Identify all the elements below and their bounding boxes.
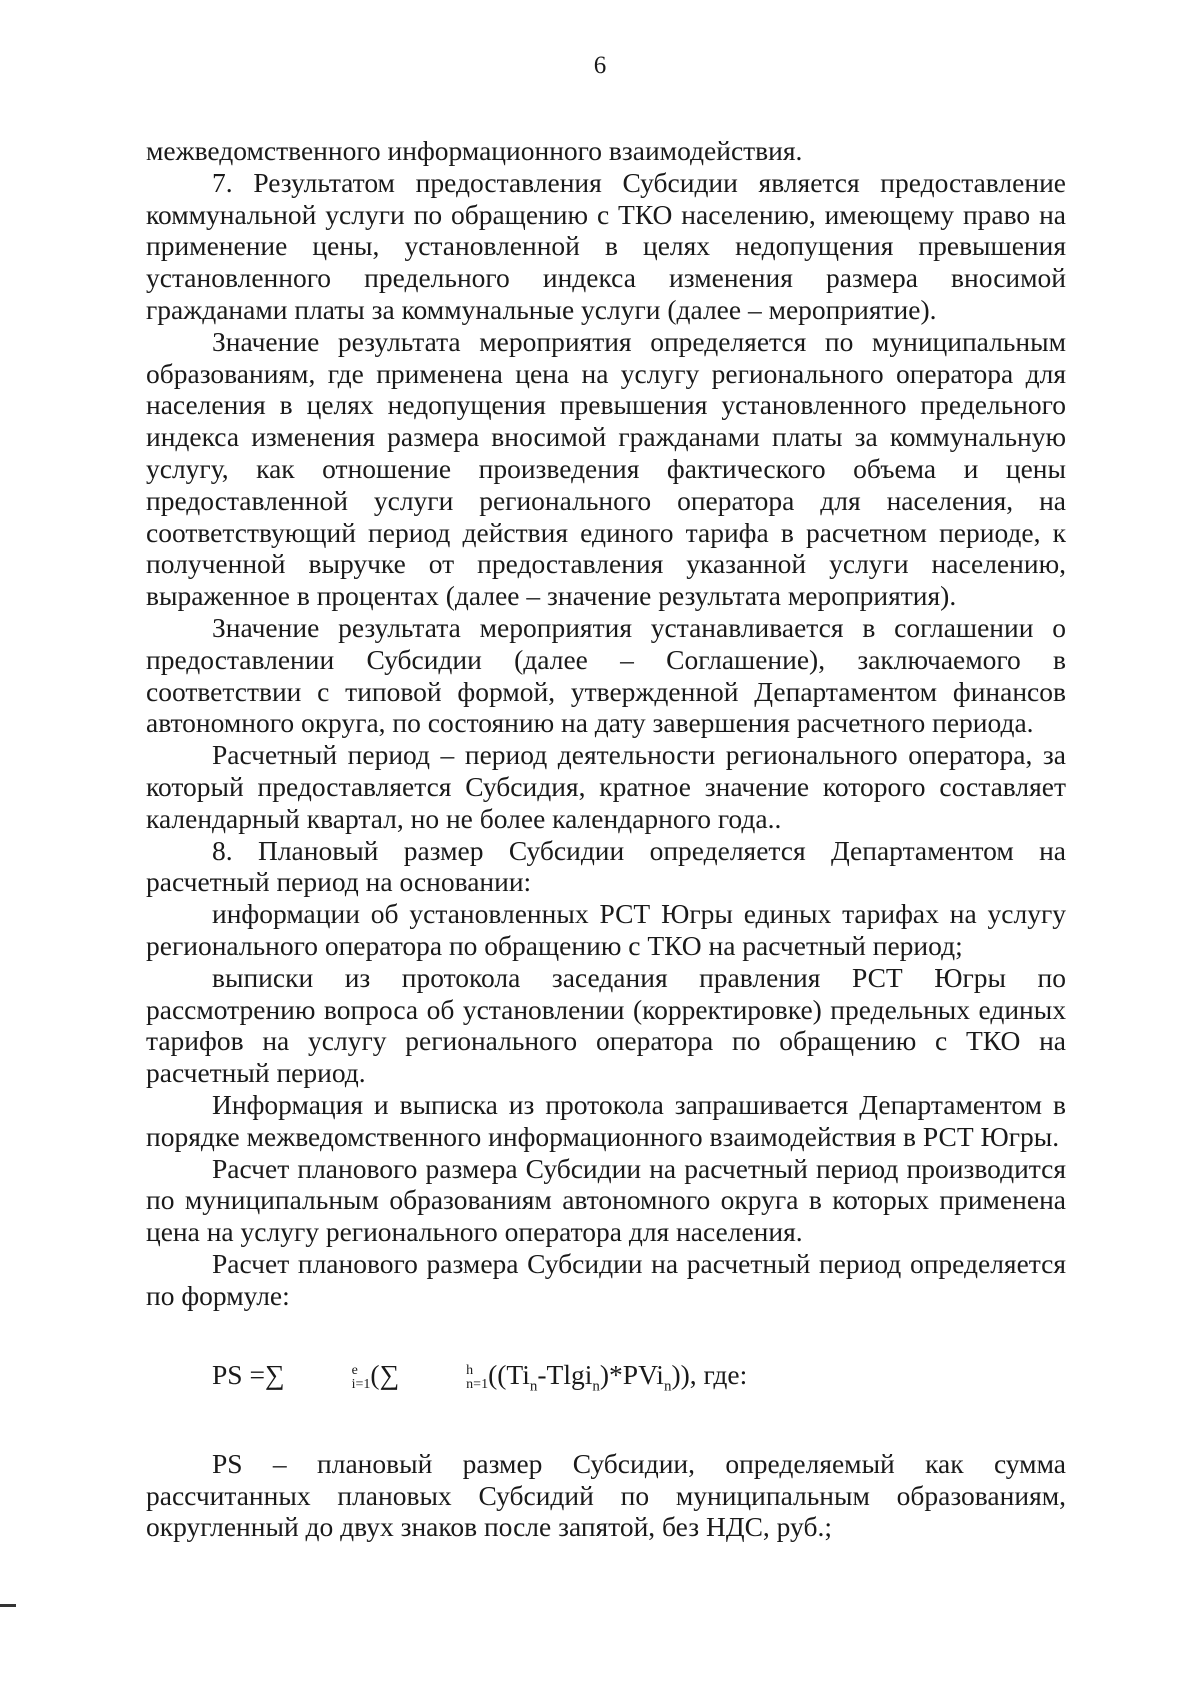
paragraph: Значение результата мероприятия определяется по муниципальным образованиям, где применена цена на услугу регионального оператора для населения в целях недопущения превышения установленного предельного индекса изменения размера вносимой гражданами платы за коммунальную услугу, как отношение произведения фактического объема и цены предоставленной услуги регионального оператора для населения, на соответствующий период действия единого тарифа в расчетном периоде, к полученной выручке от предоставления указанной услуги населению, выраженное в процентах (далее – значение результата мероприятия). [146,325,1066,612]
formula-sub: n [592,1378,600,1395]
paragraph: выписки из протокола заседания правления РСТ Югры по рассмотрению вопроса об установлении (корректировке) предельных единых тарифов на услугу регионального оператора по обращению с ТКО на расчетный период. [146,961,1066,1089]
paragraph: Информация и выписка из протокола запрашивается Департаментом в порядке межведомственного информационного взаимодействия в РСТ Югры. [146,1088,1066,1152]
paragraph: 7. Результатом предоставления Субсидии является предоставление коммунальной услуги по обращению с ТКО населению, имеющему право на применение цены, установленной в целях недопущения превышения установленного предельного индекса изменения размера вносимой гражданами платы за коммунальные услуги (далее – мероприятие). [146,166,1066,325]
sum-lower-outer: i=1 [351,1377,371,1393]
sum-symbol-inner: ∑ [379,1359,400,1391]
sum-upper-outer: e [351,1363,358,1379]
sum-limits-outer [286,1364,371,1392]
paragraph: межведомственного информационного взаимодействия. [146,135,803,166]
formula-close: )), где: [671,1359,748,1391]
formula-mult: )*PVi [599,1359,664,1391]
sum-symbol-outer: ∑ [264,1359,285,1391]
margin-mark [0,1604,16,1607]
formula-minus: -Tlgi [537,1359,593,1391]
sum-limits-inner [400,1364,488,1392]
formula-open: ( [370,1359,380,1391]
sum-lower-inner: n=1 [466,1377,489,1393]
formula-sub: n [663,1378,672,1395]
paragraph: информации об установленных РСТ Югры единых тарифах на услугу регионального оператора по обращению с ТКО на расчетный период; [146,898,1066,961]
paragraph: Значение результата мероприятия устанавливается в соглашении о предоставлении Субсидии (далее – Соглашение), заключаемого в соответствии с типовой формой, утвержденной Департаментом финансов автономного округа, по состоянию на дату завершения расчетного периода. [146,611,1066,739]
formula-body-open: ((Ti [488,1359,530,1391]
paragraph: Расчет планового размера Субсидии на расчетный период производится по муниципальным образованиям автономного округа в которых применена цена на услугу регионального оператора для населения. [146,1152,1066,1248]
definition: PS – плановый размер Субсидии, определяемый как сумма рассчитанных плановых Субсидий по муниципальным образованиям, округленный до двух знаков после запятой, без НДС, руб.; [146,1447,1066,1543]
formula-sub: n [529,1378,538,1395]
formula-lhs: PS = [212,1359,265,1391]
document-body [146,135,1066,1543]
paragraph: 8. Плановый размер Субсидии определяется Департаментом на расчетный период на основании: [146,834,1066,898]
page-number: 6 [593,52,607,79]
sum-upper-inner: h [466,1363,474,1379]
paragraph: Расчетный период – период деятельности регионального оператора, за который предоставляется Субсидия, кратное значение которого составляет календарный квартал, но не более календарного года.. [146,739,1066,834]
paragraph: Расчет планового размера Субсидии на расчетный период определяется по формуле: [146,1247,1066,1311]
formula [146,1359,1066,1403]
